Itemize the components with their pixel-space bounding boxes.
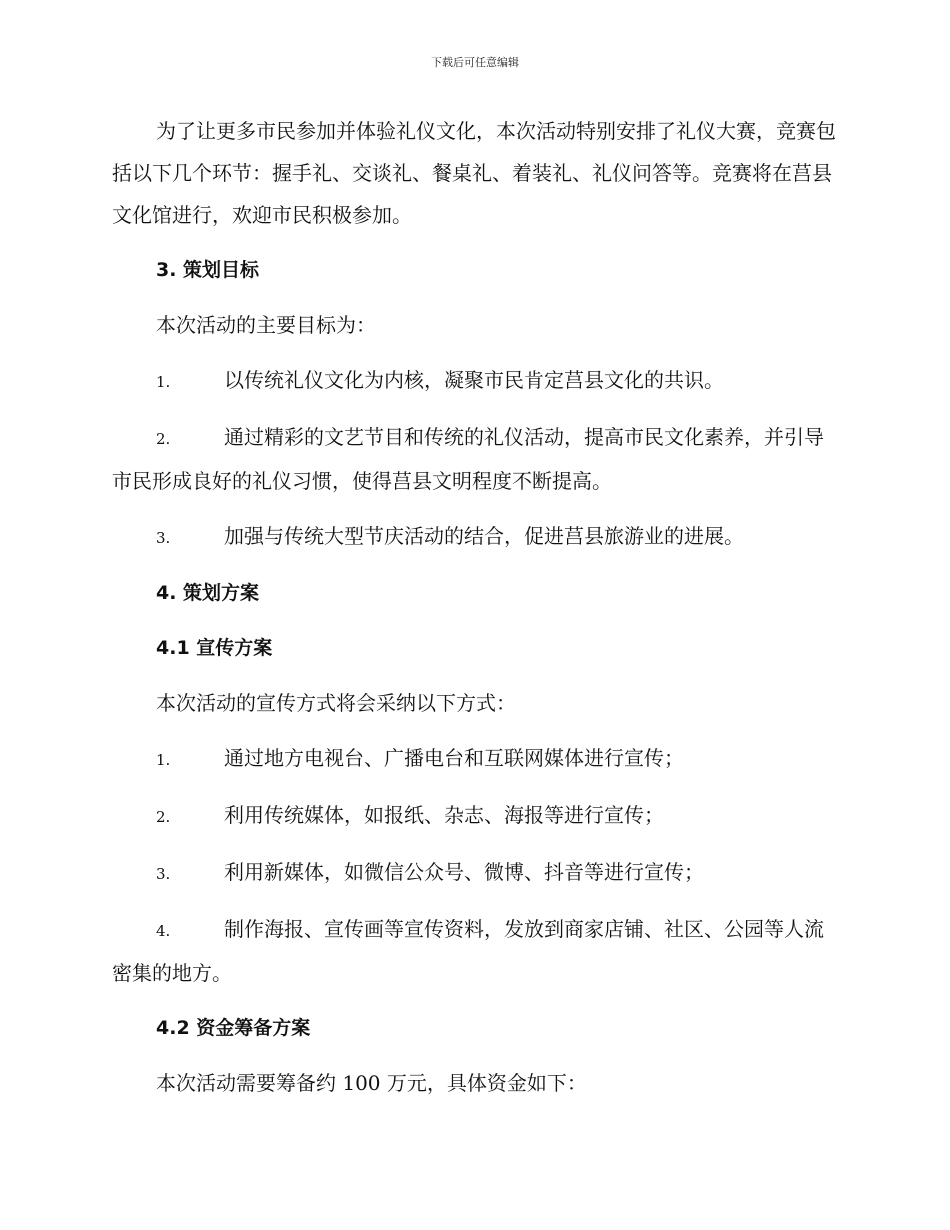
list-number: 3.: [156, 529, 171, 547]
list-item-goal-3: [112, 515, 838, 559]
list-item-text: 利用新媒体，如微信公众号、微博、抖音等进行宣传；: [224, 860, 704, 884]
list-number: 4.: [156, 922, 171, 940]
list-item-publicity-2: [112, 794, 838, 838]
list-item-text: 以传统礼仪文化为内核，凝聚市民肯定莒县文化的共识。: [224, 368, 724, 392]
document-body: [112, 110, 838, 1117]
paragraph-contest-intro: 为了让更多市民参加并体验礼仪文化，本次活动特别安排了礼仪大赛，竞赛包括以下几个环节：握手礼、交谈礼、餐桌礼、着装礼、礼仪问答等。竞赛将在莒县文化馆进行，欢迎市民积极参加。: [112, 119, 836, 227]
heading-funding-scheme: 4.2 资金筹备方案: [156, 1017, 311, 1039]
list-number: 2.: [156, 808, 171, 826]
list-item-publicity-4: [112, 908, 838, 994]
list-item-text: 通过地方电视台、广播电台和互联网媒体进行宣传；: [224, 746, 684, 770]
list-number: 1.: [156, 751, 171, 769]
paragraph-goals-intro: 本次活动的主要目标为：: [156, 313, 376, 337]
list-item-goal-2: [112, 416, 838, 502]
list-item-goal-1: [112, 359, 838, 403]
heading-planning-goals: 3. 策划目标: [156, 259, 260, 281]
list-item-text: 通过精彩的文艺节目和传统的礼仪活动，提高市民文化素养，并引导市民形成良好的礼仪习惯，使得莒县文明程度不断提高。: [112, 425, 824, 493]
paragraph-publicity-intro: 本次活动的宣传方式将会采纳以下方式：: [156, 691, 516, 715]
list-item-text: 制作海报、宣传画等宣传资料，发放到商家店铺、社区、公园等人流密集的地方。: [112, 917, 824, 985]
heading-publicity-scheme: 4.1 宣传方案: [156, 637, 273, 659]
list-item-text: 加强与传统大型节庆活动的结合，促进莒县旅游业的进展。: [224, 524, 744, 548]
list-item-text: 利用传统媒体，如报纸、杂志、海报等进行宣传；: [224, 803, 664, 827]
page-header: 下载后可任意编辑: [431, 56, 519, 69]
list-number: 3.: [156, 865, 171, 883]
heading-planning-scheme: 4. 策划方案: [156, 582, 260, 604]
list-number: 2.: [156, 430, 171, 448]
list-item-publicity-3: [112, 851, 838, 895]
paragraph-funding-intro: 本次活动需要筹备约 100 万元，具体资金如下：: [156, 1071, 587, 1095]
list-item-publicity-1: [112, 737, 838, 781]
list-number: 1.: [156, 373, 171, 391]
